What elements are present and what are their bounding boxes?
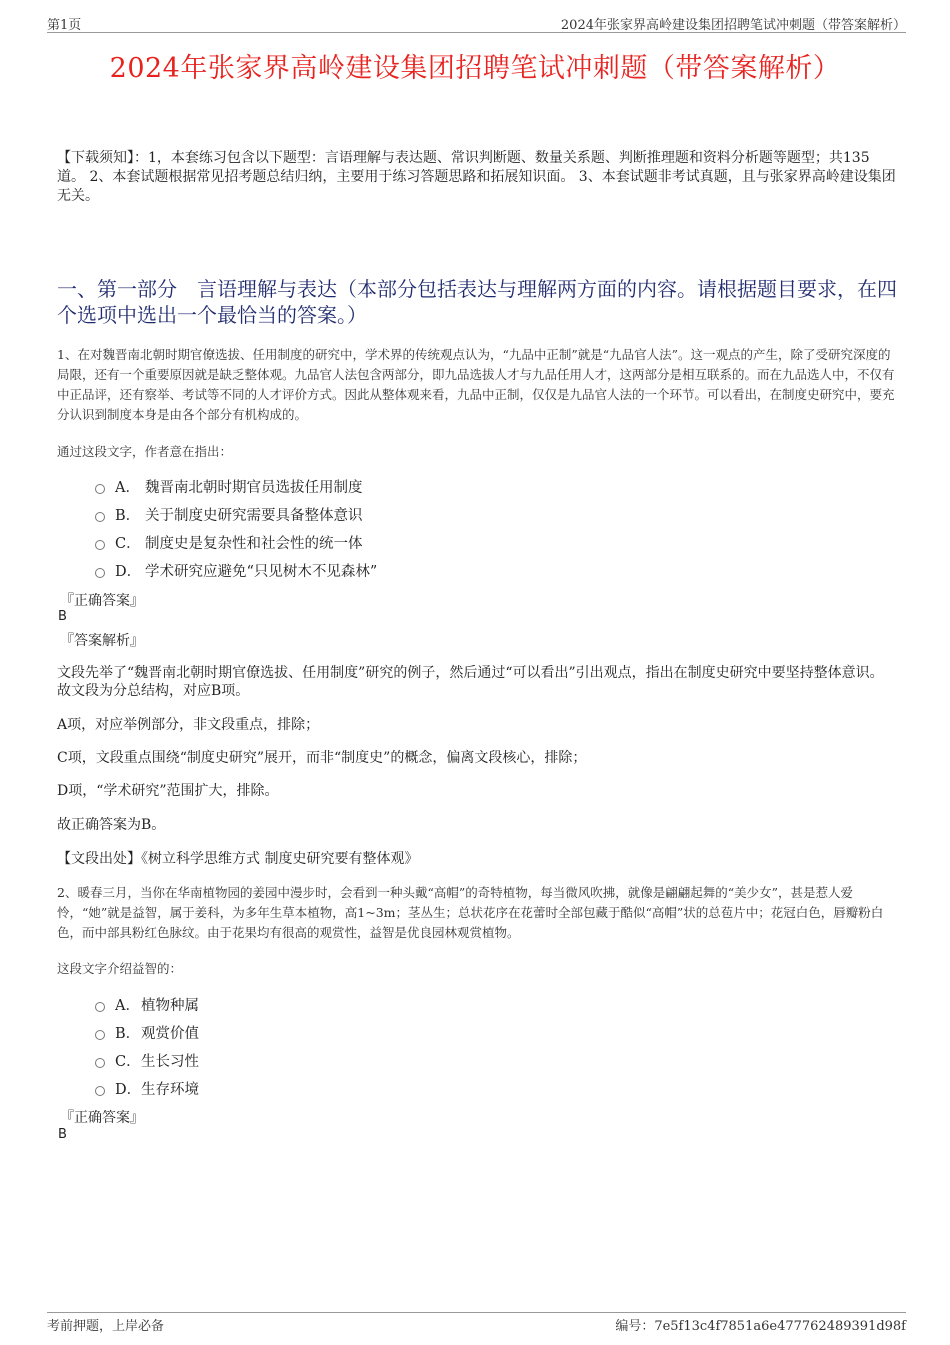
option-a[interactable]: A． 植物种属 [95, 990, 199, 1018]
analysis-paragraph: C项，文段重点围绕“制度史研究”展开，而非“制度史”的概念，偏离文段核心，排除； [57, 750, 587, 766]
radio-icon[interactable] [95, 568, 105, 578]
question-2-prompt: 这段文字介绍益智的： [57, 961, 183, 976]
page-footer [47, 1312, 906, 1334]
option-d[interactable]: D． 学术研究应避免“只见树木不见森林” [95, 556, 377, 584]
answer-label: 『正确答案』 [60, 593, 144, 609]
option-b[interactable]: B． 观赏价值 [95, 1018, 199, 1046]
radio-icon[interactable] [95, 1030, 105, 1040]
option-c[interactable]: C． 生长习性 [95, 1046, 199, 1074]
footer-slogan: 考前押题，上岸必备 [47, 1319, 165, 1334]
source-citation: 【文段出处】《树立科学思维方式 制度史研究要有整体观》 [57, 851, 419, 867]
answer-label: 『正确答案』 [60, 1110, 144, 1126]
download-notice: 【下载须知】：1，本套练习包含以下题型：言语理解与表达题、常识判断题、数量关系题、判断推理题和资料分析题等题型；共135道。 2、本套试题根据常见招考题总结归纳，主要用于练习答题思路和拓展知识面。 3、本套试题非考试真题，且与张家界高岭建设集团无关。 [57, 150, 896, 204]
question-1-prompt: 通过这段文字，作者意在指出： [57, 444, 233, 459]
option-d[interactable]: D． 生存环境 [95, 1074, 199, 1102]
page-header [47, 14, 906, 33]
document-id: 编号：7e5f13c4f7851a6e477762489391d98f [615, 1319, 906, 1334]
radio-icon[interactable] [95, 484, 105, 494]
question-2-options [95, 990, 199, 1102]
radio-icon[interactable] [95, 540, 105, 550]
radio-icon[interactable] [95, 512, 105, 522]
correct-answer: B [58, 1127, 67, 1142]
correct-answer: B [58, 609, 67, 624]
analysis-paragraph: 文段先举了“魏晋南北朝时期官僚选拔、任用制度”研究的例子，然后通过“可以看出”引出观点，指出在制度史研究中要坚持整体意识。故文段为分总结构，对应B项。 [57, 665, 884, 699]
option-b[interactable]: B． 关于制度史研究需要具备整体意识 [95, 500, 377, 528]
option-c[interactable]: C． 制度史是复杂性和社会性的统一体 [95, 528, 377, 556]
radio-icon[interactable] [95, 1002, 105, 1012]
question-1-text: 1、在对魏晋南北朝时期官僚选拔、任用制度的研究中，学术界的传统观点认为，“九品中正制”就是“九品官人法”。这一观点的产生，除了受研究深度的局限，还有一个重要原因就是缺乏整体观。九品官人法包含两部分，即九品选拔人才与九品任用人才，这两部分是相互联系的。而在九品选人中，不仅有中正品评，还有察举、考试等不同的人才评价方式。因此从整体观来看，九品中正制，仅仅是九品官人法的一个环节。可以看出，在制度史研究中，要充分认识到制度本身是由各个部分有机构成的。 [57, 347, 895, 422]
question-1-options [95, 472, 377, 584]
document-title: 2024年张家界高岭建设集团招聘笔试冲刺题（带答案解析） [109, 53, 841, 84]
question-2-text: 2、暖春三月，当你在华南植物园的姜园中漫步时，会看到一种头戴“高帽”的奇特植物，每当微风吹拂，就像是翩翩起舞的“美少女”，甚是惹人爱怜，“她”就是益智，属于姜科，为多年生草本植物，高1~3m；茎丛生；总状花序在花蕾时全部包藏于酷似“高帽”状的总苞片中；花冠白色，唇瓣粉白色，而中部具粉红色脉纹。由于花果均有很高的观赏性，益智是优良园林观赏植物。 [57, 885, 884, 940]
analysis-label: 『答案解析』 [60, 633, 144, 649]
page-number: 第1页 [47, 18, 82, 33]
header-doc-title: 2024年张家界高岭建设集团招聘笔试冲刺题（带答案解析） [560, 18, 906, 33]
radio-icon[interactable] [95, 1086, 105, 1096]
analysis-paragraph: D项，“学术研究”范围扩大，排除。 [57, 783, 279, 799]
analysis-paragraph: A项，对应举例部分，非文段重点，排除； [57, 717, 320, 733]
section-heading: 一、第一部分 言语理解与表达（本部分包括表达与理解两方面的内容。请根据题目要求，在四个选项中选出一个最恰当的答案。） [57, 277, 897, 327]
option-a[interactable]: A． 魏晋南北朝时期官员选拔任用制度 [95, 472, 377, 500]
radio-icon[interactable] [95, 1058, 105, 1068]
analysis-paragraph: 故正确答案为B。 [57, 817, 166, 833]
